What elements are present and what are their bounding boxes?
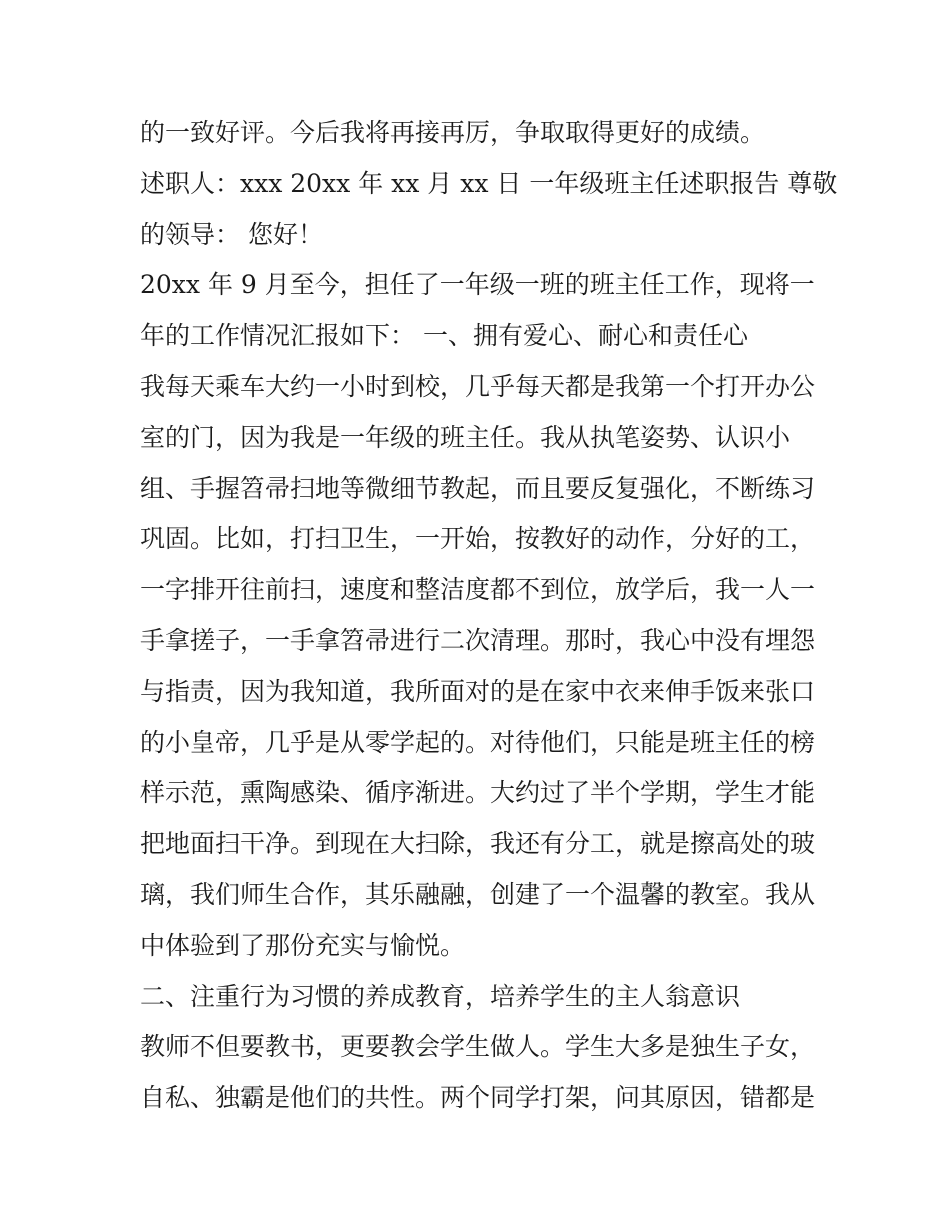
text-line: 样示范，熏陶感染、循序渐进。大约过了半个学期，学生才能 bbox=[140, 778, 816, 808]
text-line: 我每天乘车大约一小时到校，几乎每天都是我第一个打开办公 bbox=[140, 371, 816, 401]
text-line: 自私、独霸是他们的共性。两个同学打架，问其原因，错都是 bbox=[140, 1083, 816, 1113]
text-line: 的小皇帝，几乎是从零学起的。对待他们，只能是班主任的榜 bbox=[140, 727, 816, 757]
text-line: 一字排开往前扫，速度和整洁度都不到位，放学后，我一人一 bbox=[140, 575, 816, 605]
text-line: 中体验到了那份充实与愉悦。 bbox=[140, 930, 466, 960]
text-line: 20xx 年 9 月至今，担任了一年级一班的班主任工作，现将一 bbox=[140, 270, 815, 300]
text-line: 述职人：xxx 20xx 年 xx 月 xx 日 一年级班主任述职报告 尊敬 bbox=[140, 168, 838, 198]
text-line: 年的工作情况汇报如下： 一、拥有爱心、耐心和责任心 bbox=[140, 321, 748, 351]
text-line: 与指责，因为我知道，我所面对的是在家中衣来伸手饭来张口 bbox=[140, 676, 816, 706]
text-line: 把地面扫干净。到现在大扫除，我还有分工，就是擦高处的玻 bbox=[140, 829, 816, 859]
text-line: 组、手握笤帚扫地等微细节教起，而且要反复强化，不断练习 bbox=[140, 473, 816, 503]
text-line: 巩固。比如，打扫卫生，一开始，按教好的动作，分好的工， bbox=[140, 524, 816, 554]
text-line: 的领导： 您好！ bbox=[140, 219, 323, 249]
text-line: 的一致好评。今后我将再接再厉，争取取得更好的成绩。 bbox=[140, 118, 766, 147]
text-line: 二、注重行为习惯的养成教育，培养学生的主人翁意识 bbox=[140, 981, 741, 1011]
text-line: 室的门，因为我是一年级的班主任。我从执笔姿势、认识小 bbox=[140, 422, 791, 452]
text-line: 教师不但要教书，更要教会学生做人。学生大多是独生子女， bbox=[140, 1032, 816, 1062]
document-body bbox=[140, 108, 838, 1124]
text-line: 手拿搓子，一手拿笤帚进行二次清理。那时，我心中没有埋怨 bbox=[140, 625, 816, 655]
text-line: 璃，我们师生合作，其乐融融，创建了一个温馨的教室。我从 bbox=[140, 879, 816, 909]
